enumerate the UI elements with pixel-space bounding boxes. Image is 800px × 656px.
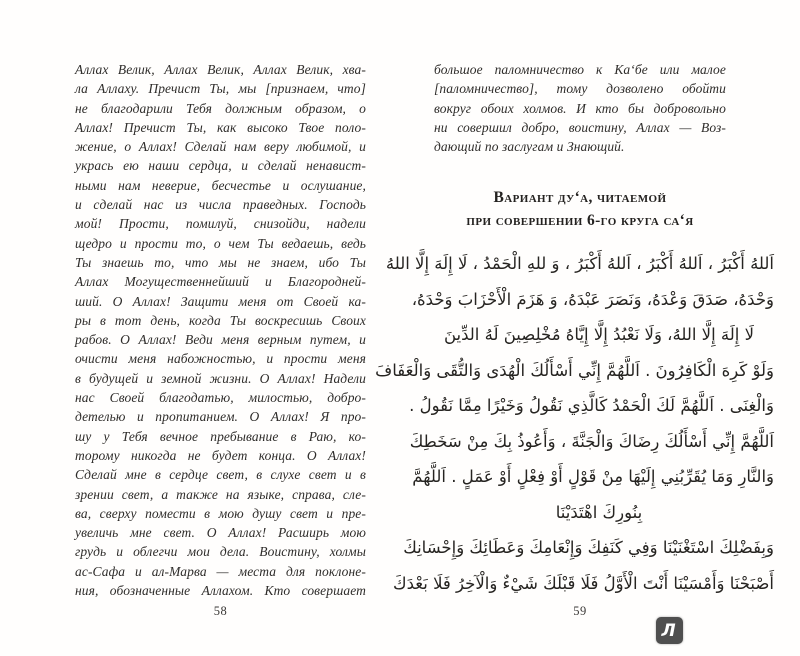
text-line: жение, о Аллах! Сделай нам веру любимой, и [75, 139, 366, 155]
text-line: [паломничество], тому дозволено обойти [434, 81, 726, 97]
text-line: вокруг обоих холмов. И кто бы добровольно [434, 100, 726, 116]
text-line: грудь и облегчи мои дела. Воистину, холмы [75, 544, 366, 560]
text-line: и сделай нас из числа праведных. Господь [75, 197, 366, 213]
text-line: ший. О Аллах! Защити меня от Своей ка- [75, 293, 366, 309]
section-heading-line2: при совершении 6-го круга саʻя [466, 212, 694, 229]
arabic-text-line: أَصْبَحْنَا وَأَمْسَيْنَا أَنْتَ الْأَوَّلُ فَلَا قَبْلَكَ شَيْءٌ وَالْآخِرُ فَلَا بَعْدَكَ [393, 573, 774, 593]
text-line: Ты знаешь то, что мы не знаем, ибо Ты [75, 254, 366, 270]
arabic-text-line: وَلَوْ كَرِهَ الْكَافِرُونَ . اَللَّهُمَّ إِنِّي أَسْأَلُكَ الْهُدَى وَالتُّقَى وَالْعَفَافَ [375, 360, 774, 380]
text-line: ни совершил добро, воистину, Аллах — Воз- [434, 119, 726, 135]
arabic-text-line: لَا إِلَهَ إِلَّا اللهُ، وَلَا نَعْبُدُ إِلَّا إِيَّاهُ مُخْلِصِينَ لَهُ الدِّينَ [443, 325, 755, 344]
labirint-logo [656, 617, 683, 644]
text-line: Сделай мне в сердце свет, в слухе свет и в [75, 467, 366, 483]
text-line: рабов. О Аллах! Веди меня верным путем, и [75, 332, 366, 348]
text-line: Аллах Могущественнейший и Благородней- [75, 274, 366, 290]
text-line: мой! Прости, помилуй, снизойди, надели [75, 216, 366, 232]
text-line: увеличь мне свет. О Аллах! Расширь мою [75, 525, 366, 541]
left-page-number: 58 [213, 604, 228, 618]
right-page-paragraph [434, 60, 726, 156]
text-line: торому никогда не будет конца. О Аллах! [75, 447, 366, 463]
text-line: ния, обозначенные Аллахом. Кто совершает [75, 583, 366, 599]
text-line: ными нам неверие, бесчестье и ослушание, [75, 177, 366, 193]
text-line: детелью и пропитанием. О Аллах! Я про- [75, 409, 366, 425]
text-line: Аллах Велик, Аллах Велик, Аллах Велик, хва- [75, 62, 366, 77]
arabic-text-line: اَللَّهُمَّ إِنِّي أَسْأَلُكَ رِضَاكَ وَالْجَنَّةَ ، وَأَعُوذُ بِكَ مِنْ سَخَطِكَ [409, 431, 774, 451]
text-line: зрении свет, а также на языке, справа, сле- [75, 486, 366, 502]
logo-letter: Л [661, 620, 676, 641]
arabic-text-line: اَللهُ أَكْبَرُ ، اَللهُ أَكْبَرُ ، اَللهُ أَكْبَرُ ، وَ للهِ الْحَمْدُ ، لَا إِلَهَ إِلَّا اللهُ [385, 254, 774, 273]
section-heading-line1: Вариант дуʻа, читаемой [493, 189, 667, 206]
text-line: шу у Тебя вечное пребывание в Раю, ко- [75, 428, 366, 444]
text-line: Аллах! Пречист Ты, как высоко Твое поло- [75, 119, 366, 135]
text-line: очисти меня набожностью, и прости меня [75, 351, 366, 367]
arabic-text-line: بِنُورِكَ اهْتَدَيْنَا [555, 502, 643, 522]
arabic-text-line: وَبِفَضْلِكَ اسْتَغْنَيْنَا وَفِي كَنَفِكَ وَإِنْعَامِكَ وَعَطَائِكَ وَإِحْسَانِكَ [403, 538, 774, 557]
text-line: большое паломничество к Каʻбе или малое [434, 62, 726, 77]
text-line: ры в тот день, когда Ты воскресишь Своих [75, 312, 366, 328]
arabic-text-line: وَالْغِنَى . اَللَّهُمَّ لَكَ الْحَمْدُ كَالَّذِي نَقُولُ وَخَيْرًا مِمَّا نَقُولُ . [409, 396, 774, 415]
text-line: укрась ею наши сердца, и сделай ненавист- [75, 158, 366, 174]
text-line: щедро и прости то, о чем Ты ведаешь, ведь [75, 235, 366, 251]
text-line: ва, сверху помести в мою душу свет и пре- [75, 505, 366, 521]
arabic-dua-block [375, 246, 774, 601]
text-line: дающий по заслугам и Знающий. [434, 139, 625, 155]
text-line: ла Аллаху. Пречист Ты, мы [признаем, что] [75, 81, 366, 97]
section-heading [414, 186, 746, 232]
left-page-paragraph [75, 60, 366, 600]
arabic-text-line: وَالنَّارِ وَمَا يُقَرِّبُنِي إِلَيْهَا مِنْ قَوْلٍ أَوْ فِعْلٍ أَوْ عَمَلٍ . اَللَّهُمَّ [412, 467, 774, 486]
text-line: нас Своей благодатью, милостью, добро- [75, 390, 366, 406]
arabic-text-line: وَحْدَهُ، صَدَقَ وَعْدَهُ، وَنَصَرَ عَبْدَهُ، وَ هَزَمَ الْأَحْزَابَ وَحْدَهُ، [411, 289, 774, 309]
text-line: в будущей и земной жизни. О Аллах! Надели [75, 370, 366, 386]
right-page-number: 59 [573, 604, 587, 618]
text-line: ас-Сафа и ал-Марва — места для поклоне- [75, 563, 366, 579]
text-line: не благодарили Тебя должным образом, о [75, 100, 366, 116]
